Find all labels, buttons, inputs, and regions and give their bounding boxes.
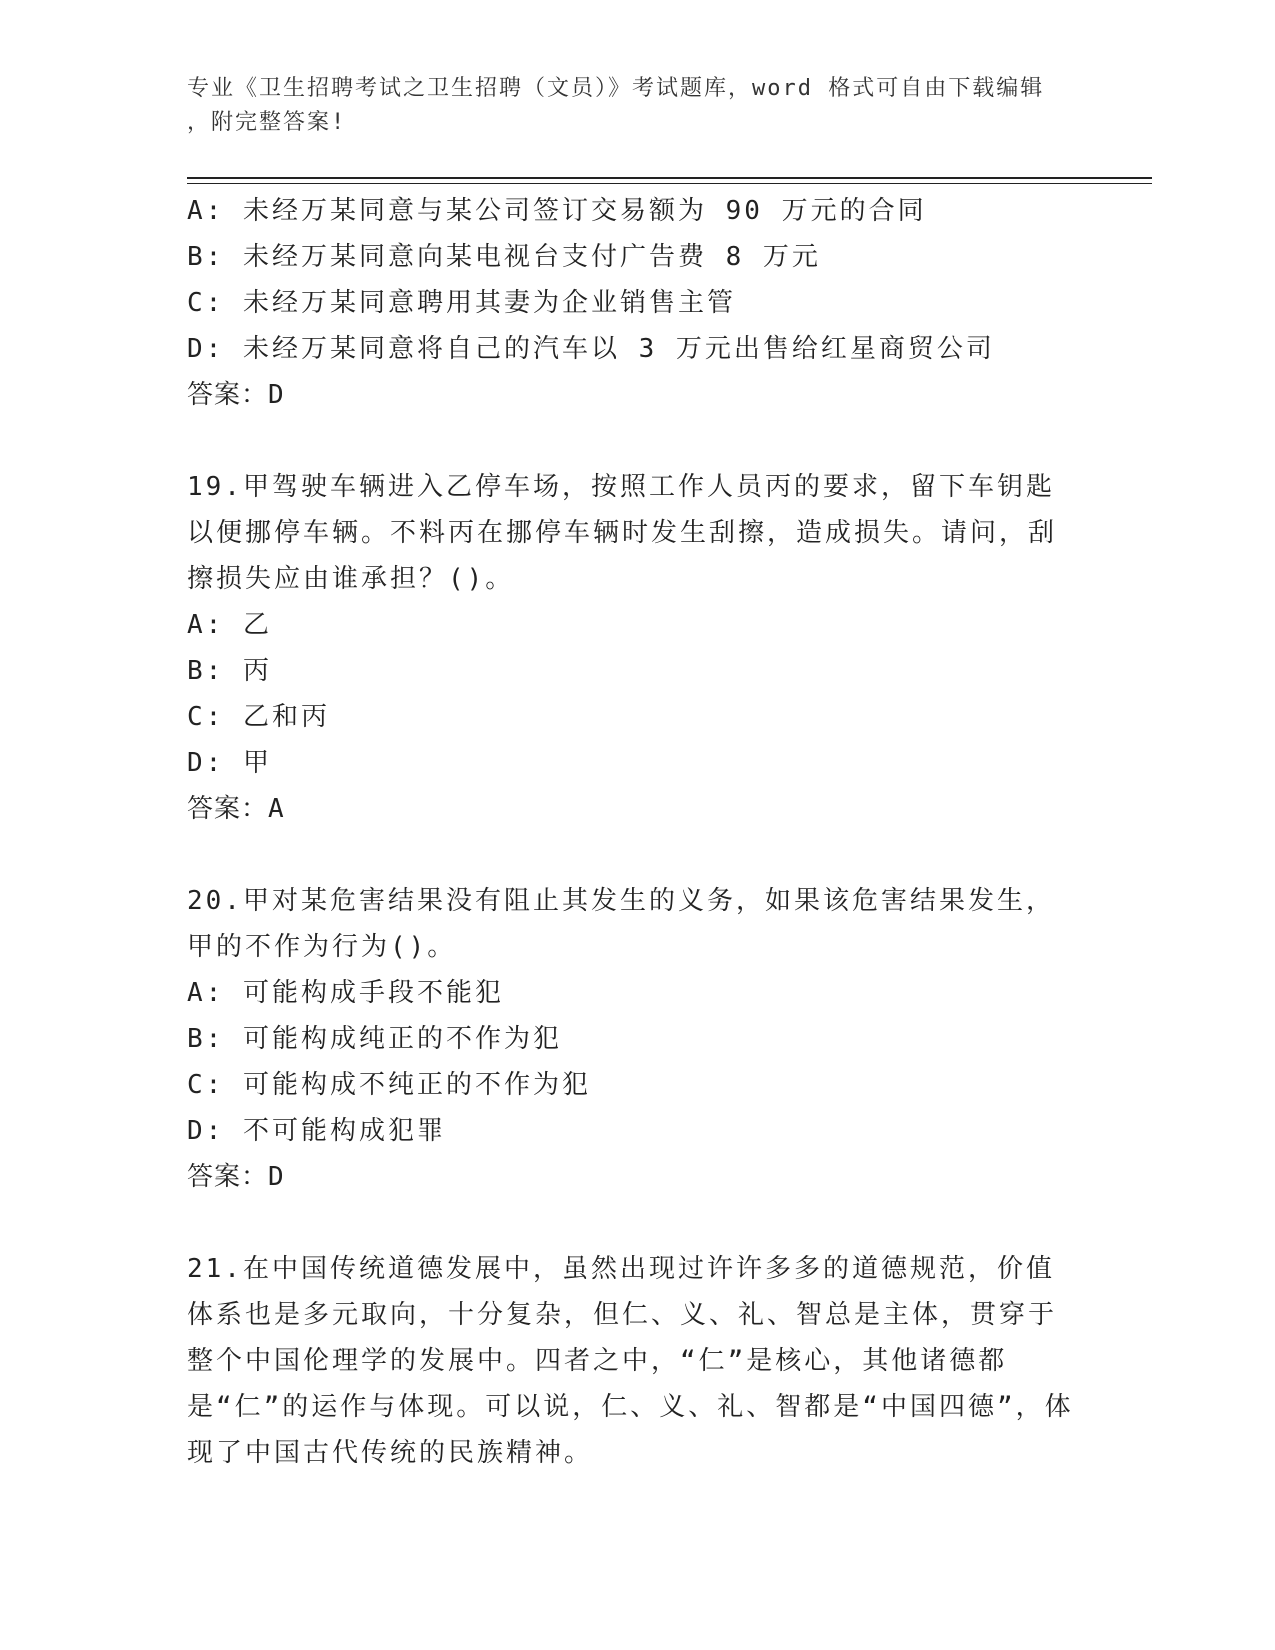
header-divider-thin (187, 183, 1152, 184)
answer-value: D (268, 1162, 285, 1192)
question-text: 19.甲驾驶车辆进入乙停车场，按照工作人员丙的要求，留下车钥匙以便挪停车辆。不料丙在挪停车辆时发生刮擦，造成损失。请问，刮擦损失应由谁承担？()。 (187, 472, 1058, 594)
option-b: B: 可能构成纯正的不作为犯 (187, 1024, 562, 1054)
option-a: A: 乙 (187, 610, 272, 640)
answer-value: A (268, 794, 285, 824)
question-20 (187, 878, 1077, 1200)
header-line-1: 专业《卫生招聘考试之卫生招聘（文员）》考试题库，word 格式可自由下载编辑 (187, 76, 1045, 101)
answer-value: D (268, 380, 285, 410)
answer-label: 答案： (187, 380, 269, 410)
answer-label: 答案： (187, 794, 269, 824)
question-text: 21.在中国传统道德发展中，虽然出现过许许多多的道德规范，价值体系也是多元取向，十分复杂，但仁、义、礼、智总是主体，贯穿于整个中国伦理学的发展中。四者之中，“仁”是核心，其他诸德都是“仁”的运作与体现。可以说，仁、义、礼、智都是“中国四德”，体现了中国古代传统的民族精神。 (187, 1254, 1074, 1468)
header-divider-thick (187, 177, 1152, 179)
option-a: A: 可能构成手段不能犯 (187, 978, 504, 1008)
option-a: A: 未经万某同意与某公司签订交易额为 90 万元的合同 (187, 196, 927, 226)
option-c: C: 未经万某同意聘用其妻为企业销售主管 (187, 288, 736, 318)
option-b: B: 丙 (187, 656, 272, 686)
option-c: C: 可能构成不纯正的不作为犯 (187, 1070, 591, 1100)
answer-line (187, 372, 1077, 418)
option-d: D: 甲 (187, 748, 272, 778)
question-content (187, 188, 1077, 1476)
option-b: B: 未经万某同意向某电视台支付广告费 8 万元 (187, 242, 821, 272)
answer-label: 答案： (187, 1162, 269, 1192)
document-header (187, 72, 1087, 140)
header-line-2: ，附完整答案! (187, 110, 347, 135)
answer-line (187, 1154, 1077, 1200)
question-18 (187, 188, 1077, 418)
question-19 (187, 464, 1077, 832)
option-d: D: 不可能构成犯罪 (187, 1116, 446, 1146)
answer-line (187, 786, 1077, 832)
question-text: 20.甲对某危害结果没有阻止其发生的义务，如果该危害结果发生，甲的不作为行为()。 (187, 886, 1055, 962)
option-d: D: 未经万某同意将自己的汽车以 3 万元出售给红星商贸公司 (187, 334, 995, 364)
question-21 (187, 1246, 1077, 1476)
option-c: C: 乙和丙 (187, 702, 330, 732)
